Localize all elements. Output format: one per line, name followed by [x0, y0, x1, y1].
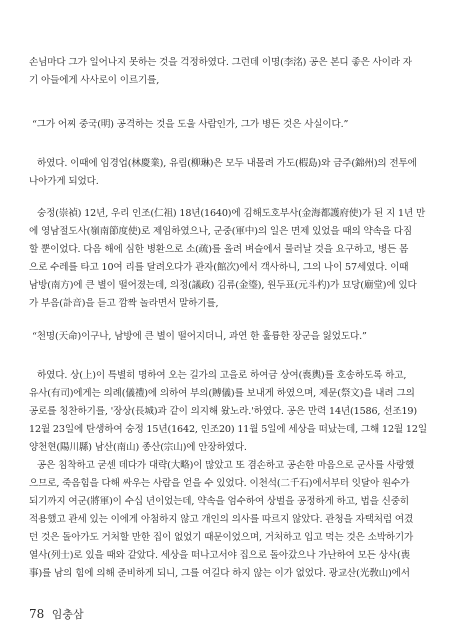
text-line: 손님마다 그가 일어나지 못하는 것을 걱정하였다. 그런데 이명(李洺) 공은 본디 좋은 사이라 자: [29, 57, 412, 68]
paragraph-4: [29, 367, 447, 457]
text-line: 으로 수레를 타고 10여 리를 달려오다가 관자(館次)에서 객사하니, 그의 나이 57세였다. 이때: [29, 262, 409, 273]
text-line: 열사(列士)로 있을 때와 같았다. 세상을 떠나고서야 집으로 돌아갔으나 가난하여 모든 상사(喪: [29, 550, 411, 561]
running-title: 임충삼: [51, 608, 84, 621]
text-line: 할 뿐이었다. 다음 해에 심한 병환으로 소(疏)를 올려 벼슬에서 물러날 것을 요구하고, 병든 몸: [29, 244, 409, 255]
paragraph-2: [29, 155, 447, 191]
paragraph-3: [29, 205, 447, 313]
page-footer: [29, 606, 84, 622]
quote-line: “그가 어찌 중국(明) 공격하는 것을 도울 사람인가, 그가 병든 것은 사실이다.”: [32, 119, 349, 130]
page-number: 78: [29, 607, 45, 621]
text-line: 양천현(陽川縣) 남산(南山) 종산(宗山)에 안장하였다.: [29, 442, 247, 453]
quote-line: “천명(天命)이구나, 남방에 큰 별이 떨어지더니, 과연 한 훌륭한 장군을 잃었도다.”: [32, 331, 367, 342]
text-line: 가 부음(訃音)을 듣고 깜짝 놀라면서 말하기를,: [29, 298, 219, 309]
text-line: 던 것은 돌아가도 거처할 만한 집이 없었기 때문이었으며, 거처하고 입고 먹는 것은 소박하기가: [29, 532, 414, 543]
quote-1: [29, 116, 447, 134]
text-line: 공은 침착하고 굳센 데다가 대략(大略)이 많았고 또 겸손하고 공손한 마음으로 군사를 사랑했: [37, 460, 415, 471]
text-line: 事)를 남의 힘에 의해 준비하게 되니, 그를 여길다 하지 않는 이가 없었다. 광교산(光敎山)에서: [29, 568, 410, 579]
text-line: 되기까지 여군(將軍)이 수십 년이었는데, 약속을 엄수하여 상벌을 공정하게 하고, 법을 신중히: [29, 496, 409, 507]
text-line: 유사(有司)에게는 의례(儀禮)에 의하여 부의(賻儀)를 보내게 하였으며, 제문(祭文)을 내려 그의: [29, 388, 415, 399]
text-line: 나아가게 되었다.: [29, 176, 99, 187]
text-line: 으므로, 죽음힘을 다해 싸우는 사람을 얻을 수 있었다. 이천석(二千石)에서부터 잇달아 원수가: [29, 478, 410, 489]
text-line: 숭정(崇禎) 12년, 우리 인조(仁祖) 18년(1640)에 김해도호부사(金海都護府使)가 된 지 1년 만: [37, 208, 426, 219]
text-line: 적용했고 관세 있는 이에게 아첨하지 않고 개인의 의사를 따르지 않았다. 관청을 자택처럼 여겼: [29, 514, 414, 525]
text-line: 에 영남절도사(嶺南節度使)로 제임하였으나, 군중(軍中)의 일은 면제 있었을 때의 약속을 다짐: [29, 226, 412, 237]
text-line: 남방(南方)에 큰 별이 떨어졌는데, 의정(議政) 김류(金瑬), 원두표(元斗杓)가 묘당(廟堂)에 있다: [29, 280, 417, 291]
text-line: 기 아들에게 사사로이 이르기를,: [29, 75, 160, 86]
paragraph-1: [29, 54, 447, 90]
paragraph-5: [29, 457, 447, 583]
text-line: 하였다. 상(上)이 특별히 명하여 오는 길가의 고을로 하여금 상여(喪輿)를 호송하도록 하고,: [37, 370, 407, 381]
text-line: 공로를 칭찬하기를, '장상(長城)과 같이 의지해 왔노라.'하였다. 공은 만력 14년(1586, 선조19): [29, 406, 417, 417]
text-line: 하였다. 이때에 임경업(林慶業), 유림(柳琳)은 모두 내몰려 가도(椵島)와 금주(錦州)의 전투에: [37, 158, 417, 169]
quote-2: [29, 328, 447, 346]
text-line: 12월 23일에 탄생하여 숭정 15년(1642, 인조20) 11월 5일에 세상을 떠났는데, 그해 12월 12일: [29, 424, 427, 435]
